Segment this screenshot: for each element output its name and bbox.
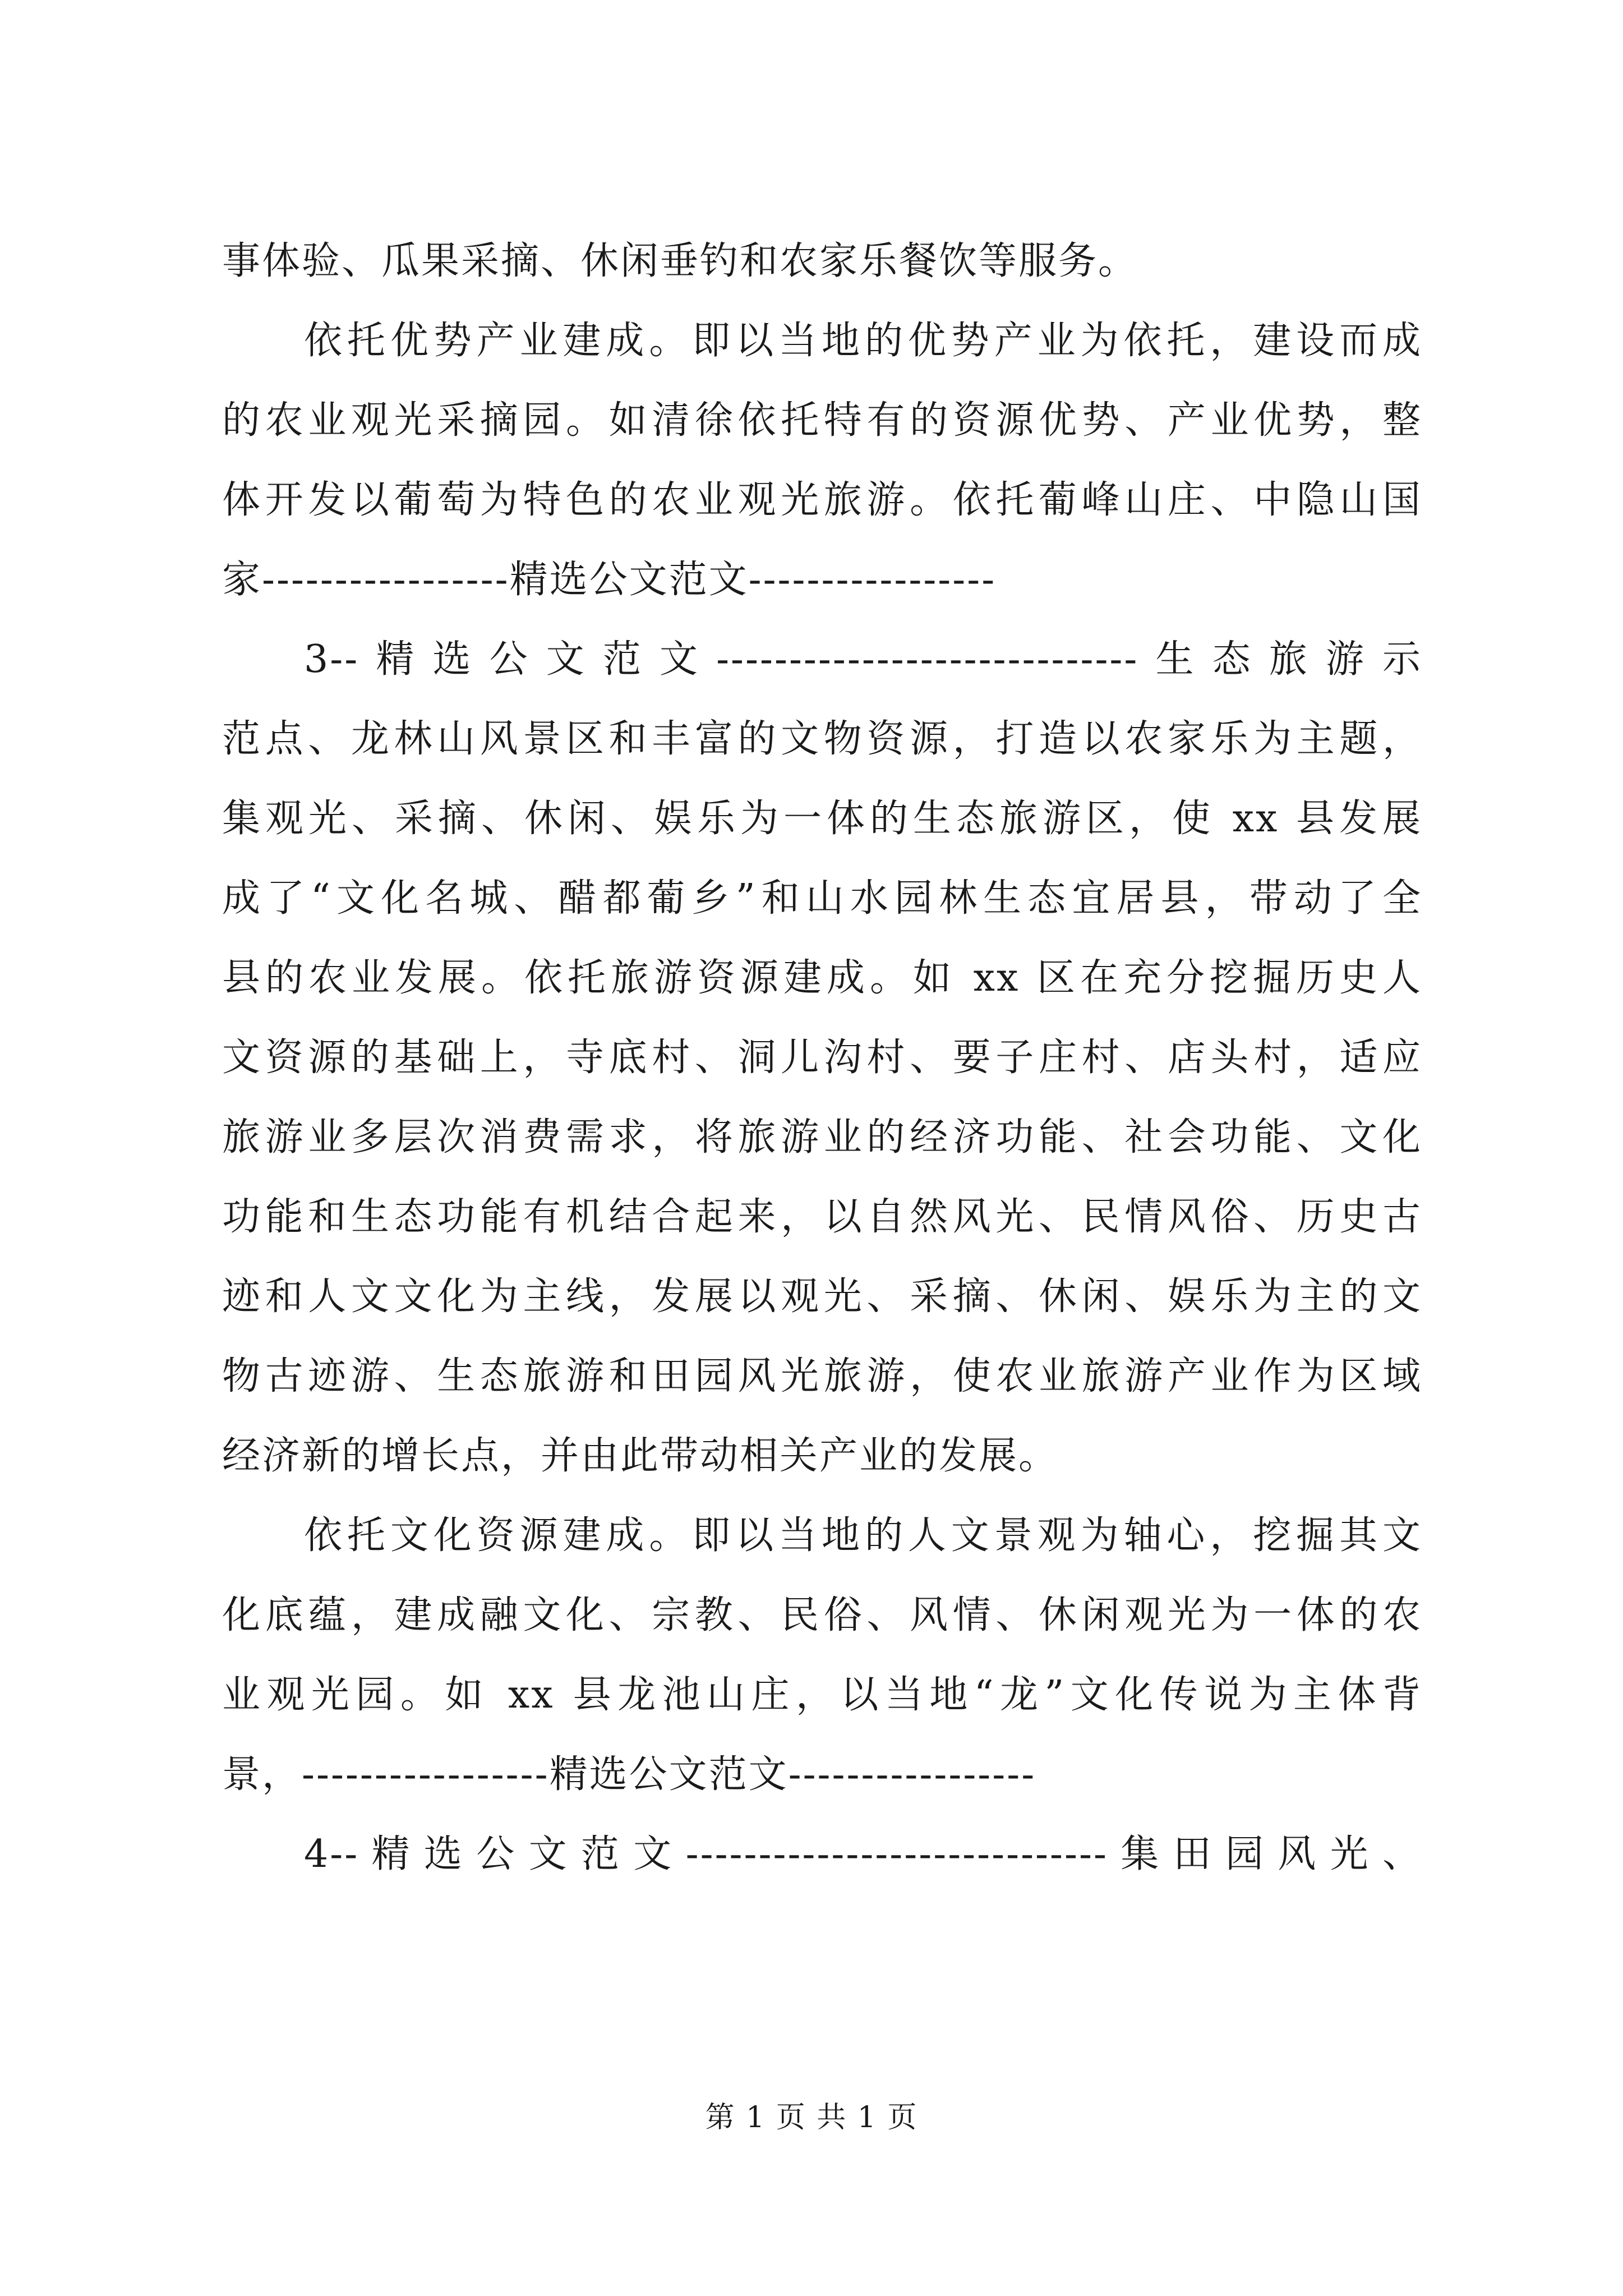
text-line: 物古迹游、生态旅游和田园风光旅游，使农业旅游产业作为区域 bbox=[222, 1354, 1422, 1398]
text-line: 的农业观光采摘园。如清徐依托特有的资源优势、产业优势，整 bbox=[222, 398, 1422, 443]
text-line: 业观光园。如 xx 县龙池山庄，以当地“龙”文化传说为主体背 bbox=[222, 1673, 1422, 1717]
text-line: 县的农业发展。依托旅游资源建成。如 xx 区在充分挖掘历史人 bbox=[222, 956, 1422, 1000]
text-line: 4--精选公文范文-----------------------------集田园风光、 bbox=[304, 1832, 1422, 1876]
text-line: 范点、龙林山风景区和丰富的文物资源，打造以农家乐为主题， bbox=[222, 717, 1422, 761]
separator-line: 景，-----------------精选公文范文----------------- bbox=[222, 1752, 1036, 1797]
separator-line: 家-----------------精选公文范文----------------- bbox=[222, 558, 997, 602]
text-line: 迹和人文文化为主线，发展以观光、采摘、休闲、娱乐为主的文 bbox=[222, 1274, 1422, 1319]
text-line: 化底蕴，建成融文化、宗教、民俗、风情、休闲观光为一体的农 bbox=[222, 1593, 1422, 1637]
text-line: 事体验、瓜果采摘、休闲垂钓和农家乐餐饮等服务。 bbox=[222, 239, 1138, 283]
text-line: 文资源的基础上，寺底村、洞儿沟村、要子庄村、店头村，适应 bbox=[222, 1036, 1422, 1080]
text-line: 依托文化资源建成。即以当地的人文景观为轴心，挖掘其文 bbox=[304, 1513, 1422, 1558]
text-line: 经济新的增长点，并由此带动相关产业的发展。 bbox=[222, 1434, 1059, 1478]
text-line: 3--精选公文范文-----------------------------生态旅游示 bbox=[304, 637, 1422, 682]
text-line: 集观光、采摘、休闲、娱乐为一体的生态旅游区，使 xx 县发展 bbox=[222, 797, 1422, 841]
text-line: 依托优势产业建成。即以当地的优势产业为依托，建设而成 bbox=[304, 319, 1422, 363]
page-number-footer: 第 1 页 共 1 页 bbox=[705, 2101, 918, 2134]
text-line: 成了“文化名城、醋都葡乡”和山水园林生态宜居县，带动了全 bbox=[222, 876, 1422, 921]
text-line: 功能和生态功能有机结合起来，以自然风光、民情风俗、历史古 bbox=[222, 1195, 1422, 1239]
text-line: 旅游业多层次消费需求，将旅游业的经济功能、社会功能、文化 bbox=[222, 1115, 1422, 1159]
document-body bbox=[222, 222, 1422, 1894]
text-line: 体开发以葡萄为特色的农业观光旅游。依托葡峰山庄、中隐山国 bbox=[222, 478, 1422, 522]
